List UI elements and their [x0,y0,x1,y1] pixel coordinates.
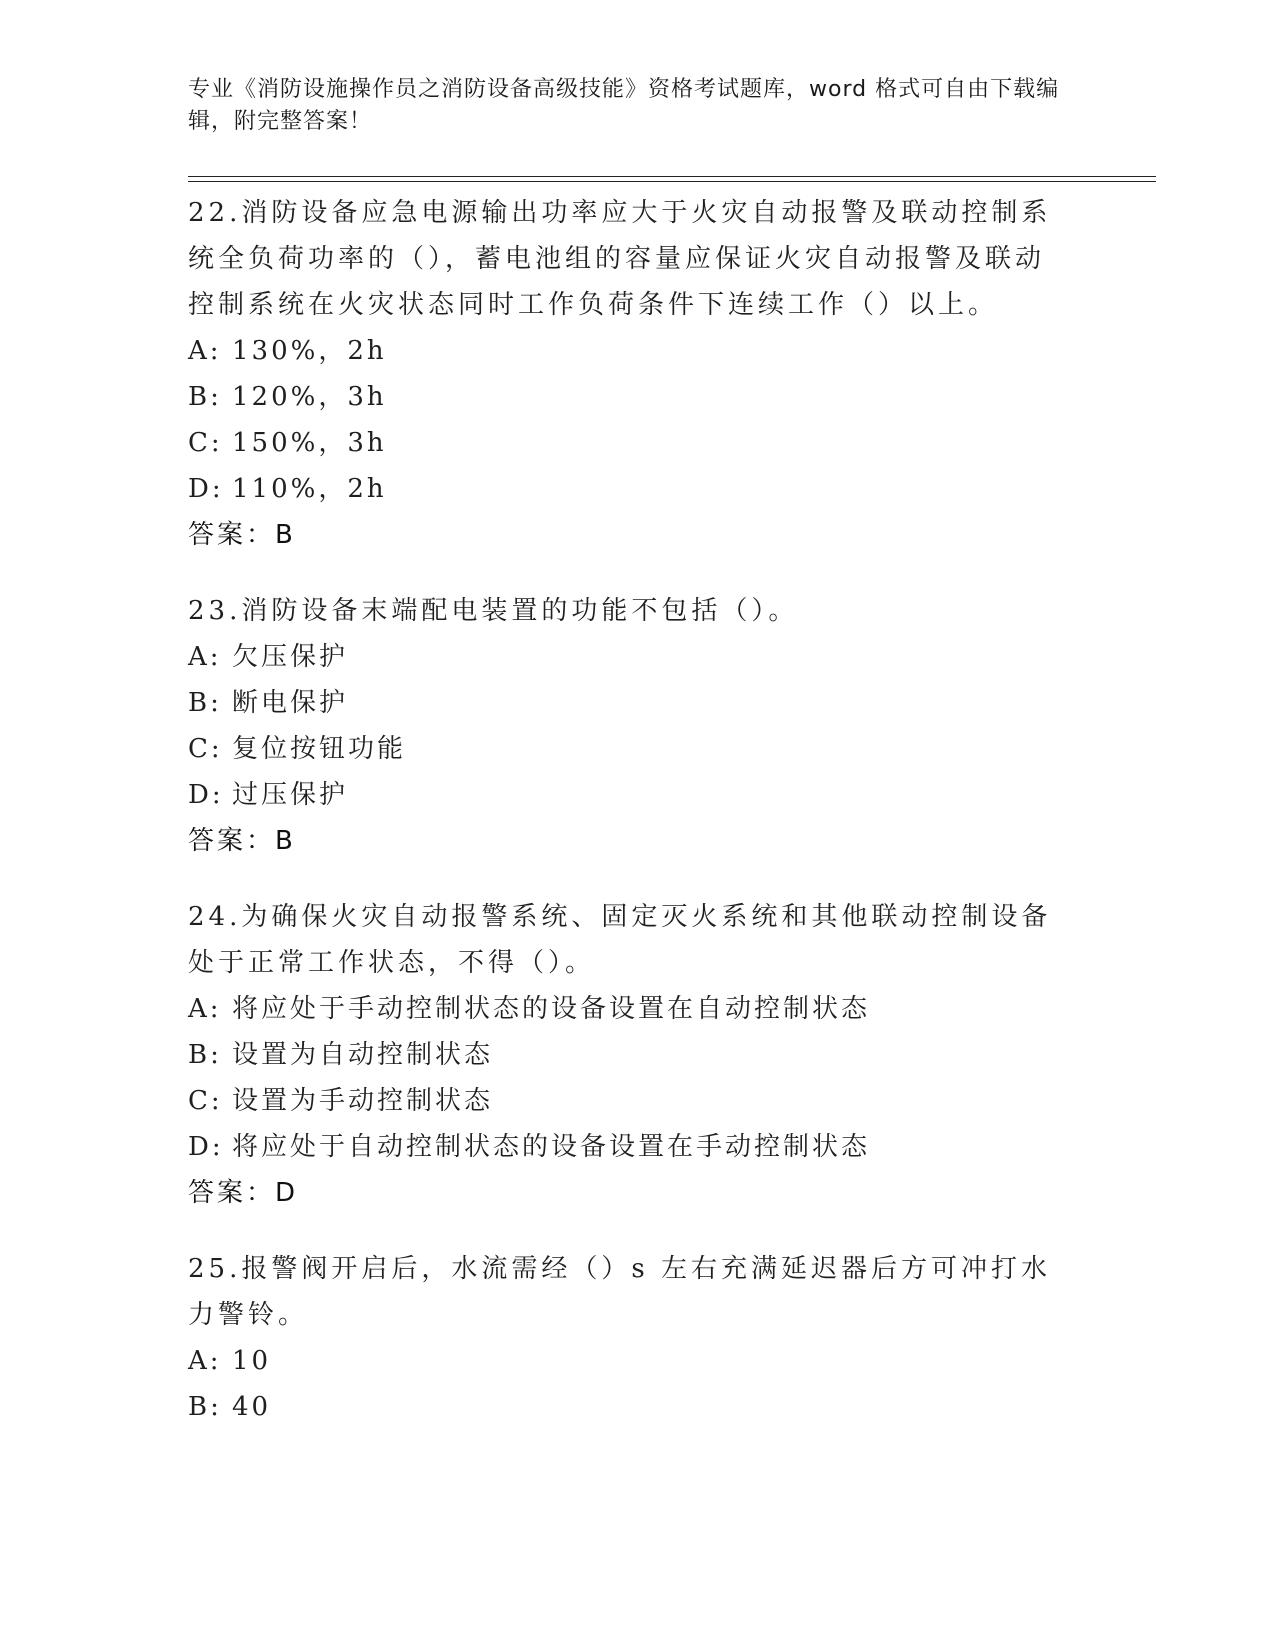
option-key: B: [188,1040,222,1070]
question-text: 23.消防设备末端配电装置的功能不包括（）。 [188,596,799,626]
option-key: C: [188,1086,223,1116]
answer-label: 答案：B [188,520,296,550]
option-text: 150%，3h [232,428,387,458]
option-b [188,374,1088,420]
option-text: 设置为手动控制状态 [232,1086,494,1116]
option-text: 欠压保护 [232,642,349,672]
option-text: 10 [232,1346,272,1376]
option-text: 将应处于手动控制状态的设备设置在自动控制状态 [232,994,871,1024]
header-divider-top [188,176,1156,177]
option-text: 复位按钮功能 [232,734,407,764]
option-text: 40 [232,1392,272,1422]
document-header: 专业《消防设施操作员之消防设备高级技能》资格考试题库，word 格式可自由下载编辑，附完整答案！ [188,77,1060,134]
question-text: 25.报警阀开启后，水流需经（）s 左右充满延迟器后方可冲打水力警铃。 [188,1254,1051,1330]
option-c [188,1078,1088,1124]
question-text: 24.为确保火灾自动报警系统、固定灭火系统和其他联动控制设备处于正常工作状态，不得（）。 [188,902,1052,978]
question-23 [188,588,1088,864]
option-d [188,1124,1088,1170]
answer-label: 答案：D [188,1178,299,1208]
option-b [188,680,1088,726]
option-key: A: [188,336,222,366]
option-d [188,466,1088,512]
option-text: 设置为自动控制状态 [232,1040,494,1070]
option-key: D: [188,474,224,504]
question-24 [188,894,1088,1216]
option-key: A: [188,1346,222,1376]
option-text: 将应处于自动控制状态的设备设置在手动控制状态 [232,1132,871,1162]
option-text: 130%，2h [232,336,387,366]
option-a [188,1338,1088,1384]
option-text: 过压保护 [232,780,349,810]
option-key: B: [188,688,222,718]
option-d [188,772,1088,818]
option-key: A: [188,994,222,1024]
option-key: B: [188,382,222,412]
option-key: A: [188,642,222,672]
answer-label: 答案：B [188,826,296,856]
option-b [188,1384,1088,1430]
option-a [188,986,1088,1032]
option-key: B: [188,1392,222,1422]
option-c [188,420,1088,466]
option-key: D: [188,1132,224,1162]
question-text: 22.消防设备应急电源输出功率应大于火灾自动报警及联动控制系统全负荷功率的（），蓄电池组的容量应保证火灾自动报警及联动控制系统在火灾状态同时工作负荷条件下连续工作（）以上。 [188,198,1052,320]
option-key: D: [188,780,224,810]
question-list [188,190,1088,1460]
option-text: 断电保护 [232,688,349,718]
option-b [188,1032,1088,1078]
option-key: C: [188,734,223,764]
question-25 [188,1246,1088,1430]
option-c [188,726,1088,772]
option-text: 120%，3h [232,382,387,412]
option-key: C: [188,428,223,458]
option-a [188,634,1088,680]
option-a [188,328,1088,374]
question-22 [188,190,1088,558]
header-divider-bottom [188,181,1156,182]
option-text: 110%，2h [232,474,387,504]
